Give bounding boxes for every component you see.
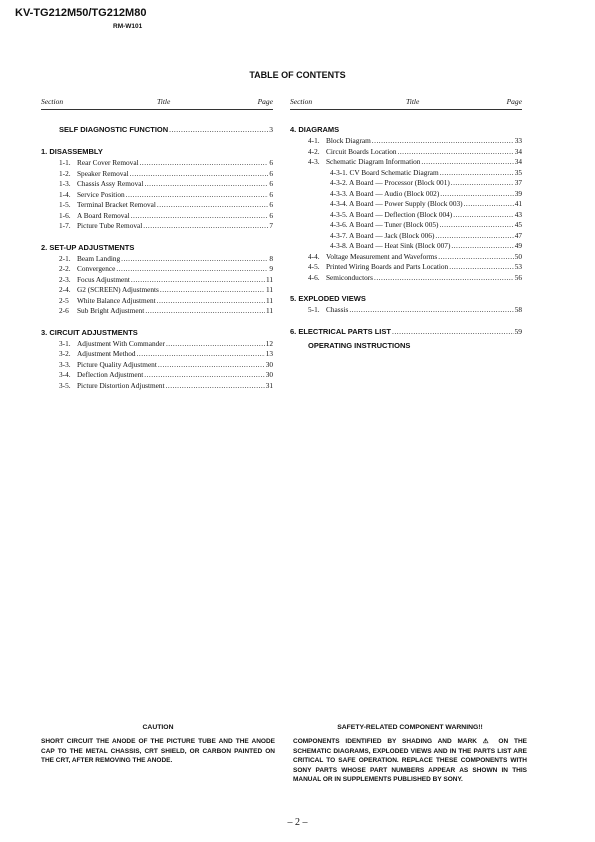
toc-entry-page: 50 — [514, 251, 522, 261]
toc-section-exploded-views — [290, 293, 522, 316]
toc-entry[interactable] — [59, 179, 273, 190]
toc-entry[interactable] — [59, 370, 273, 381]
toc-entry[interactable] — [308, 136, 522, 147]
toc-entry-number: 3-5. — [59, 380, 71, 390]
toc-entry[interactable] — [59, 339, 273, 350]
toc-entry[interactable] — [308, 220, 522, 231]
toc-entry-label: 4-3-4. A Board — Power Supply (Block 003) — [330, 199, 463, 208]
toc-entry-number: 2-1. — [59, 253, 71, 263]
leader-dots — [160, 285, 265, 296]
column-header-title: Title — [157, 97, 171, 106]
toc-entry[interactable] — [308, 273, 522, 284]
column-header-page: Page — [506, 97, 522, 106]
toc-entry-number: 3-2. — [59, 349, 71, 358]
toc-entry-page: 37 — [514, 178, 522, 187]
toc-entry-number: 4-3. — [308, 157, 320, 166]
leader-dots — [145, 306, 265, 317]
toc-entry[interactable] — [59, 200, 273, 211]
leader-dots — [453, 210, 514, 221]
toc-entry-page: 30 — [265, 359, 273, 369]
remote-model: RM-W101 — [113, 23, 143, 30]
toc-entry-page: 33 — [514, 136, 522, 145]
toc-entry-label: 4-3-1. CV Board Schematic Diagram — [330, 167, 439, 177]
toc-entry-label: SELF DIAGNOSTIC FUNCTION — [59, 125, 169, 134]
toc-entry[interactable] — [308, 231, 522, 242]
leader-dots — [435, 231, 513, 242]
toc-entry-label: A Board Removal — [77, 210, 130, 220]
toc-entry[interactable] — [308, 241, 522, 252]
toc-entry[interactable] — [59, 264, 273, 275]
toc-entry-label: 4-3-6. A Board — Tuner (Block 005) — [330, 220, 439, 229]
leader-dots — [439, 220, 513, 231]
toc-entry-page: 6 — [269, 179, 273, 188]
toc-entry-page: 11 — [265, 306, 273, 315]
toc-entry-label: Chassis Assy Removal — [77, 179, 144, 188]
toc-right-column — [290, 97, 522, 362]
toc-entry[interactable] — [59, 306, 273, 317]
toc-entry[interactable] — [308, 305, 522, 316]
toc-entry-label: Focus Adjustment — [77, 274, 130, 284]
toc-entry-label: Printed Wiring Boards and Parts Location — [326, 262, 449, 271]
leader-dots — [158, 360, 265, 371]
toc-entry-label: 4-3-7. A Board — Jack (Block 006) — [330, 230, 435, 240]
leader-dots — [131, 275, 265, 286]
toc-entry[interactable] — [308, 178, 522, 189]
toc-entry-page: 47 — [514, 230, 522, 240]
leader-dots — [451, 178, 514, 189]
toc-entry-page: 6 — [269, 200, 273, 209]
toc-entry[interactable] — [59, 254, 273, 265]
toc-entry[interactable] — [59, 211, 273, 222]
leader-dots — [143, 221, 268, 232]
toc-entry-page: 6 — [269, 158, 273, 167]
toc-entry-number: 1-4. — [59, 189, 71, 199]
column-header-page: Page — [257, 97, 273, 106]
leader-dots — [438, 252, 514, 263]
toc-entry-number: 1-6. — [59, 210, 71, 220]
leader-dots — [130, 169, 269, 180]
leader-dots — [392, 326, 514, 338]
toc-entry-self-diagnostic[interactable] — [41, 124, 273, 136]
model-number: KV-TG212M50/TG212M80 — [15, 7, 147, 19]
toc-entry-label: 4-3-8. A Board — Heat Sink (Block 007) — [330, 241, 451, 250]
leader-dots — [169, 124, 268, 136]
toc-entry[interactable] — [308, 157, 522, 168]
toc-entry[interactable] — [59, 275, 273, 286]
toc-entry-number: 1-2. — [59, 168, 71, 178]
column-header — [41, 97, 273, 110]
leader-dots — [166, 339, 265, 350]
leader-dots — [131, 211, 269, 222]
caution-notice — [41, 724, 275, 766]
toc-entry-number: 4-1. — [308, 136, 320, 145]
toc-entry[interactable] — [59, 169, 273, 180]
toc-entry-label: Sub Bright Adjustment — [77, 306, 145, 315]
toc-entry-page: 49 — [514, 241, 522, 250]
toc-entry-page: 7 — [269, 221, 273, 230]
toc-entry-page: 12 — [265, 338, 273, 348]
toc-entry-label: 4-3-3. A Board — Audio (Block 002) — [330, 188, 440, 198]
toc-entry-number: 4-6. — [308, 272, 320, 282]
leader-dots — [440, 168, 514, 179]
toc-entry[interactable] — [59, 360, 273, 371]
toc-entry-page: 6 — [269, 189, 273, 199]
toc-entry[interactable] — [59, 158, 273, 169]
leader-dots — [166, 381, 265, 392]
leader-dots — [144, 370, 264, 381]
toc-entry[interactable] — [308, 168, 522, 179]
leader-dots — [126, 190, 269, 201]
toc-entry-label: 6. ELECTRICAL PARTS LIST — [290, 326, 391, 336]
column-header — [290, 97, 522, 110]
column-header-section: Section — [290, 97, 313, 106]
toc-entry-number: 2-6 — [59, 306, 69, 315]
toc-entry-page: 58 — [514, 305, 522, 314]
toc-entry-label: Adjustment Method — [77, 349, 136, 358]
toc-entry-page: 34 — [514, 157, 522, 166]
leader-dots — [421, 157, 513, 168]
leader-dots — [157, 200, 268, 211]
operating-instructions-entry[interactable]: OPERATING INSTRUCTIONS — [308, 340, 411, 350]
toc-entry[interactable] — [308, 252, 522, 263]
toc-entry-number: 4-4. — [308, 251, 320, 261]
toc-entry-label: Schematic Diagram Information — [326, 157, 421, 166]
page-number: – 2 – — [287, 817, 308, 828]
toc-entry[interactable] — [59, 221, 273, 232]
toc-entry-number: 3-4. — [59, 370, 71, 379]
toc-entry-page: 59 — [514, 326, 522, 336]
page-title: TABLE OF CONTENTS — [249, 70, 346, 80]
leader-dots — [398, 147, 514, 158]
toc-section — [41, 242, 273, 317]
toc-section-diagrams — [290, 124, 522, 283]
toc-entry-label: Circuit Boards Location — [326, 146, 397, 156]
leader-dots — [464, 199, 514, 210]
leader-dots — [440, 189, 513, 200]
toc-entry-label: Speaker Removal — [77, 168, 129, 178]
toc-entry[interactable] — [308, 189, 522, 200]
toc-entry-label: Voltage Measurement and Waveforms — [326, 251, 438, 261]
toc-entry-label: Rear Cover Removal — [77, 158, 139, 167]
leader-dots — [137, 349, 265, 360]
section-heading: 5. EXPLODED VIEWS — [290, 294, 366, 303]
toc-entry-page: 53 — [514, 262, 522, 271]
toc-entry[interactable] — [308, 262, 522, 273]
leader-dots — [145, 179, 269, 190]
toc-entry-page: 11 — [265, 274, 273, 284]
toc-entry-page: 13 — [265, 349, 273, 358]
toc-entry[interactable] — [59, 381, 273, 392]
leader-dots — [372, 136, 514, 147]
toc-section — [41, 327, 273, 392]
toc-entry-label: G2 (SCREEN) Adjustments — [77, 285, 159, 294]
toc-entry-label: Beam Landing — [77, 253, 121, 263]
toc-entry-label: Semiconductors — [326, 272, 374, 282]
toc-entry-number: 2-5 — [59, 295, 69, 305]
leader-dots — [374, 273, 514, 284]
toc-entry[interactable] — [308, 210, 522, 221]
section-heading: 1. DISASSEMBLY — [41, 147, 103, 156]
toc-left-column — [41, 97, 273, 401]
toc-entry-label: Picture Tube Removal — [77, 221, 143, 230]
safety-warning-notice — [293, 724, 527, 785]
toc-entry-number: 2-4. — [59, 285, 71, 294]
caution-text: SHORT CIRCUIT THE ANODE OF THE PICTURE TUBE AND THE ANODE CAP TO THE METAL CHASSIS, CRT SHIELD, OR CARBON PAINTED ON THE CRT, AFTER REMOVING THE ANODE. — [41, 738, 275, 765]
toc-entry-electrical-parts-list[interactable] — [290, 326, 522, 352]
toc-entry-label: Deflection Adjustment — [77, 370, 144, 379]
toc-entry-number: 1-1. — [59, 158, 71, 167]
leader-dots — [349, 305, 513, 316]
toc-entry-label: Picture Distortion Adjustment — [77, 380, 165, 390]
toc-entry-page: 45 — [514, 220, 522, 229]
toc-entry-label: 4-3-2. A Board — Processor (Block 001) — [330, 178, 450, 187]
toc-entry[interactable] — [59, 190, 273, 201]
toc-entry-number: 2-2. — [59, 264, 71, 273]
toc-entry-page: 11 — [265, 295, 273, 305]
toc-entry-number: 4-2. — [308, 146, 320, 156]
safety-warning-heading: SAFETY-RELATED COMPONENT WARNING!! — [337, 724, 483, 731]
toc-entry-page: 39 — [514, 188, 522, 198]
leader-dots — [140, 158, 269, 169]
toc-entry[interactable] — [59, 296, 273, 307]
toc-entry-number: 1-7. — [59, 221, 71, 230]
toc-entry-page: 30 — [265, 370, 273, 379]
toc-entry-page: 8 — [269, 253, 273, 263]
toc-entry[interactable] — [59, 285, 273, 296]
toc-entry-number: 2-3. — [59, 274, 71, 284]
toc-entry-number: 1-3. — [59, 179, 71, 188]
toc-entry-number: 1-5. — [59, 200, 71, 209]
leader-dots — [121, 254, 268, 265]
toc-section — [41, 146, 273, 232]
leader-dots — [451, 241, 513, 252]
toc-entry-label: Chassis — [326, 305, 349, 314]
leader-dots — [116, 264, 268, 275]
column-header-section: Section — [41, 97, 64, 106]
toc-entry-page: 11 — [265, 285, 273, 294]
toc-entry-label: Terminal Bracket Removal — [77, 200, 156, 209]
toc-entry-page: 34 — [514, 146, 522, 156]
toc-entry-label: Block Diagram — [326, 136, 371, 145]
section-heading: 2. SET-UP ADJUSTMENTS — [41, 242, 135, 252]
caution-heading: CAUTION — [142, 724, 174, 731]
toc-entry-page: 43 — [514, 209, 522, 219]
toc-entry-page: 56 — [514, 272, 522, 282]
safety-warning-text: COMPONENTS IDENTIFIED BY SHADING AND MARK ⚠ ON THE SCHEMATIC DIAGRAMS, EXPLODED VIEWS AND IN THE PARTS LIST ARE CRITICAL TO SAFE OPERATION. REPLACE THESE COMPONENTS WITH SONY PARTS WHOSE PART NUMBERS APPEAR AS SHOWN IN THIS MANUAL OR IN SUPPLEMENTS PUBLISHED BY SONY. — [293, 738, 527, 784]
toc-entry[interactable] — [308, 199, 522, 210]
column-header-title: Title — [406, 97, 420, 106]
toc-entry-label: White Balance Adjustment — [77, 295, 156, 305]
toc-entry-label: 4-3-5. A Board — Deflection (Block 004) — [330, 209, 453, 219]
toc-entry-page: 9 — [269, 264, 273, 273]
leader-dots — [449, 262, 514, 273]
toc-entry-page: 31 — [265, 380, 273, 390]
toc-entry-number: 3-1. — [59, 338, 71, 348]
section-heading: 3. CIRCUIT ADJUSTMENTS — [41, 327, 138, 337]
section-heading: 4. DIAGRAMS — [290, 125, 340, 134]
toc-entry[interactable] — [59, 349, 273, 360]
toc-entry[interactable] — [308, 147, 522, 158]
toc-entry-label: Picture Quality Adjustment — [77, 359, 157, 369]
toc-entry-page: 6 — [269, 168, 273, 178]
toc-entry-label: Service Position — [77, 189, 125, 199]
toc-entry-page: 35 — [514, 167, 522, 177]
toc-entry-page: 3 — [269, 125, 273, 134]
toc-entry-page: 6 — [269, 210, 273, 220]
leader-dots — [157, 296, 265, 307]
toc-entry-number: 3-3. — [59, 359, 71, 369]
toc-entry-number: 4-5. — [308, 262, 320, 271]
toc-entry-number: 5-1. — [308, 305, 320, 314]
toc-entry-label: Convergence — [77, 264, 116, 273]
toc-entry-label: Adjustment With Commander — [77, 338, 165, 348]
toc-entry-page: 41 — [514, 199, 522, 208]
